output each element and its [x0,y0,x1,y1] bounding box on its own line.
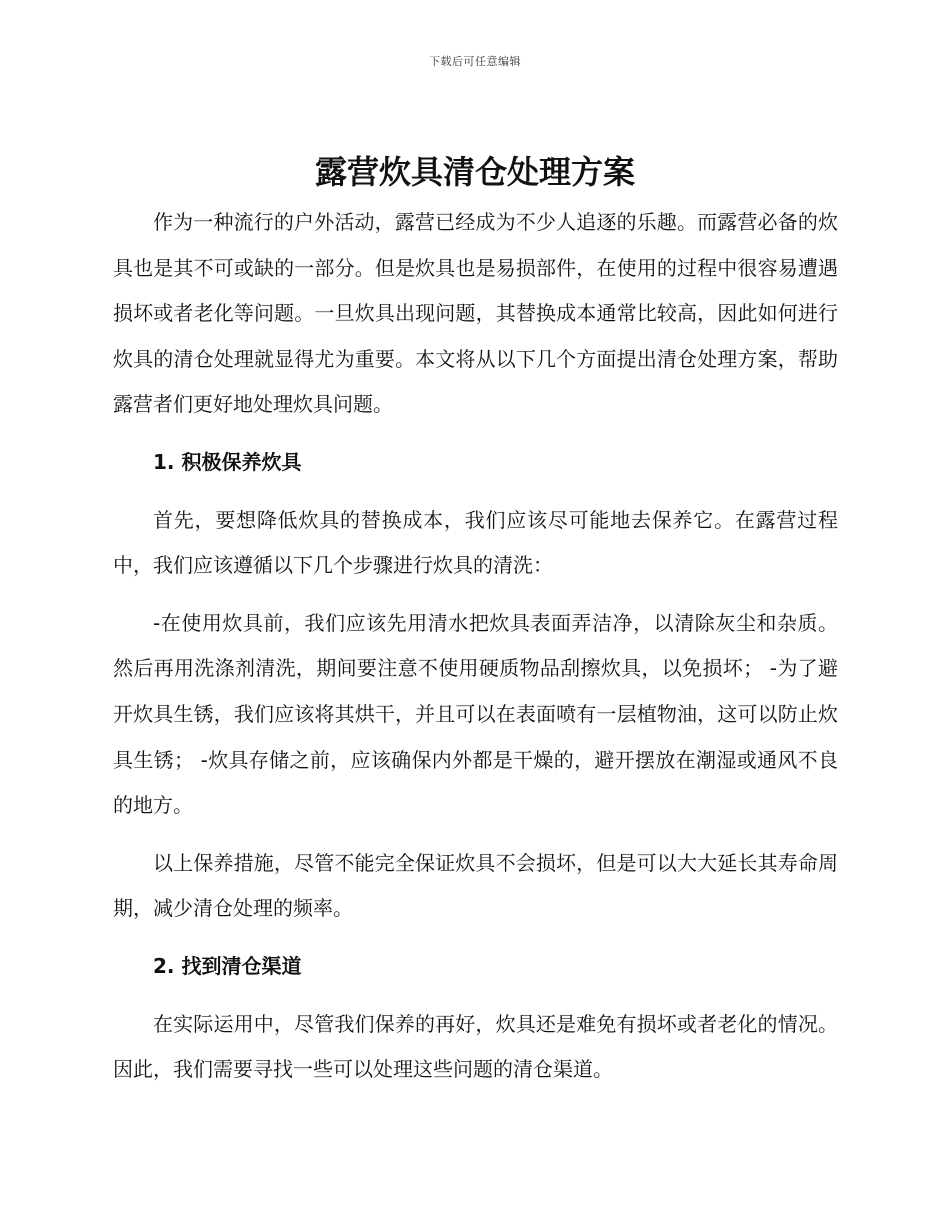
section-1-heading: 1. 积极保养炊具 [153,449,302,474]
section-2-heading: 2. 找到清仓渠道 [153,953,302,978]
section-1-paragraph-1: 首先，要想降低炊具的替换成本，我们应该尽可能地去保养它。在露营过程中，我们应该遵循以下几个步骤进行炊具的清洗： [113,507,838,578]
section-1-steps-paragraph: -在使用炊具前，我们应该先用清水把炊具表面弄洁净，以清除灰尘和杂质。然后再用洗涤剂清洗，期间要注意不使用硬质物品刮擦炊具，以免损坏； -为了避开炊具生锈，我们应该将其烘干，并且可以在表面喷有一层植物油，这可以防止炊具生锈； -炊具存储之前，应该确保内外都是干燥的，避开摆放在潮湿或通风不良的地方。 [113,610,838,818]
section-2-paragraph-1: 在实际运用中，尽管我们保养的再好，炊具还是难免有损坏或者老化的情况。因此，我们需要寻找一些可以处理这些问题的清仓渠道。 [113,1011,838,1082]
intro-paragraph: 作为一种流行的户外活动，露营已经成为不少人追逐的乐趣。而露营必备的炊具也是其不可或缺的一部分。但是炊具也是易损部件，在使用的过程中很容易遭遇损坏或者老化等问题。一旦炊具出现问题，其替换成本通常比较高，因此如何进行炊具的清仓处理就显得尤为重要。本文将从以下几个方面提出清仓处理方案，帮助露营者们更好地处理炊具问题。 [113,210,838,417]
page-header-note: 下载后可任意编辑 [429,55,521,68]
document-title: 露营炊具清仓处理方案 [314,153,635,191]
document-body [113,200,838,1093]
section-1-paragraph-2: 以上保养措施，尽管不能完全保证炊具不会损坏，但是可以大大延长其寿命周期，减少清仓处理的频率。 [113,850,838,921]
